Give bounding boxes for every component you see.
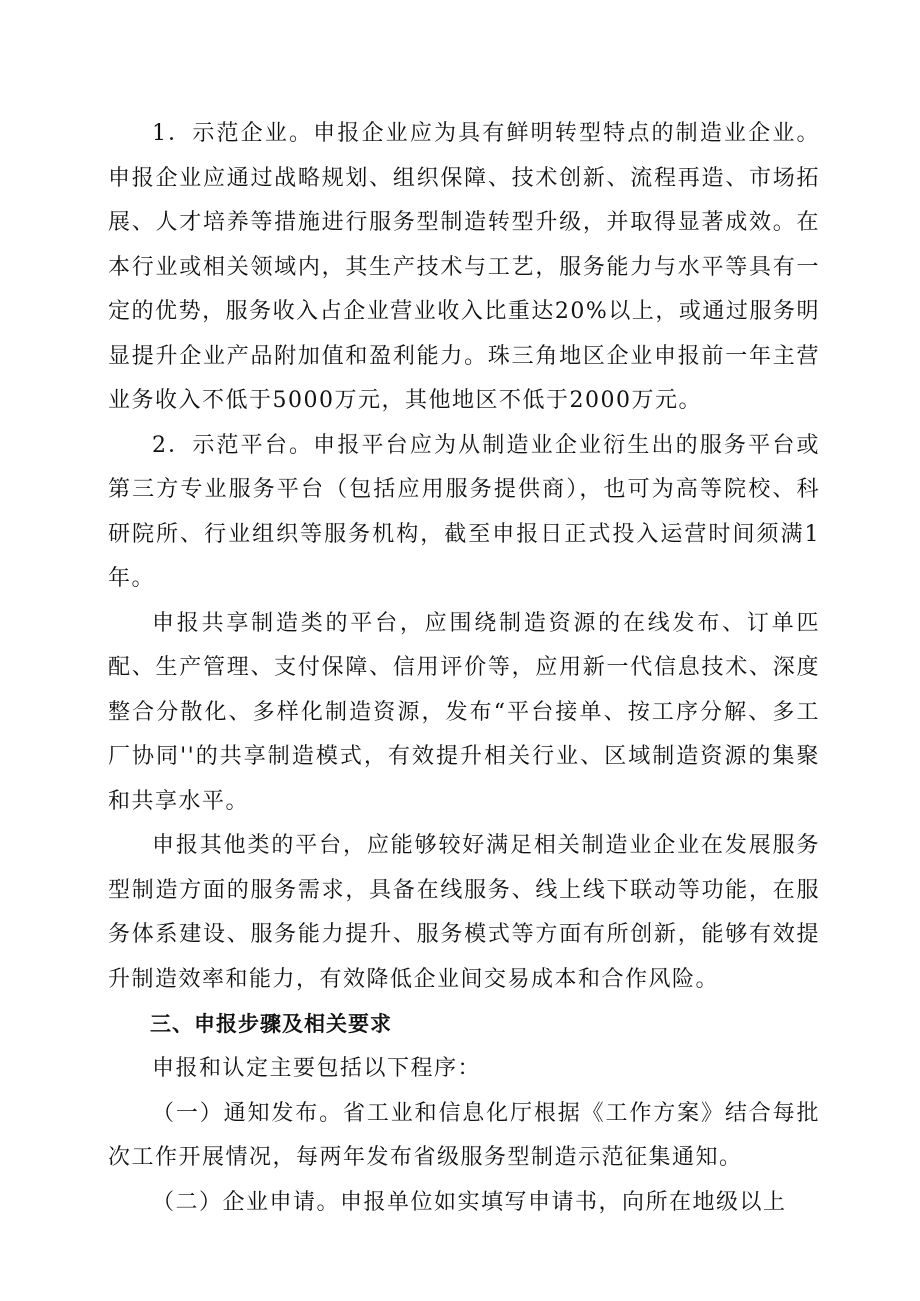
step-notice-release: （一）通知发布。省工业和信息化厅根据《工作方案》结合每批次工作开展情况，每两年发布省级服务型制造示范征集通知。 (108, 1100, 820, 1170)
paragraph-demo-enterprise: 1．示范企业。申报企业应为具有鲜明转型特点的制造业企业。申报企业应通过战略规划、组织保障、技术创新、流程再造、市场拓展、人才培养等措施进行服务型制造转型升级，并取得显著成效。在本行业或相关领域内，其生产技术与工艺，服务能力与水平等具有一定的优势，服务收入占企业营业收入比重达20%以上，或通过服务明显提升企业产品附加值和盈利能力。珠三角地区企业申报前一年主营业务收入不低于5000万元，其他地区不低于2000万元。 (108, 121, 820, 413)
paragraph-shared-manufacturing-platform: 申报共享制造类的平台，应围绕制造资源的在线发布、订单匹配、生产管理、支付保障、信用评价等，应用新一代信息技术、深度整合分散化、多样化制造资源，发布“平台接单、按工序分解、多工厂协同''的共享制造模式，有效提升相关行业、区域制造资源的集聚和共享水平。 (108, 610, 820, 814)
procedure-intro: 申报和认定主要包括以下程序： (152, 1056, 482, 1081)
document-body (108, 112, 820, 1225)
section-heading: 三、申报步骤及相关要求 (150, 1012, 392, 1036)
paragraph-demo-platform: 2．示范平台。申报平台应为从制造业企业衍生出的服务平台或第三方专业服务平台（包括应用服务提供商），也可为高等院校、科研院所、行业组织等服务机构，截至申报日正式投入运营时间须满1年。 (108, 432, 820, 591)
paragraph-other-platform: 申报其他类的平台，应能够较好满足相关制造业企业在发展服务型制造方面的服务需求，具备在线服务、线上线下联动等功能，在服务体系建设、服务能力提升、服务模式等方面有所创新，能够有效提升制造效率和能力，有效降低企业间交易成本和合作风险。 (108, 833, 820, 992)
step-enterprise-application: （二）企业申请。申报单位如实填写申请书，向所在地级以上 (152, 1189, 787, 1215)
